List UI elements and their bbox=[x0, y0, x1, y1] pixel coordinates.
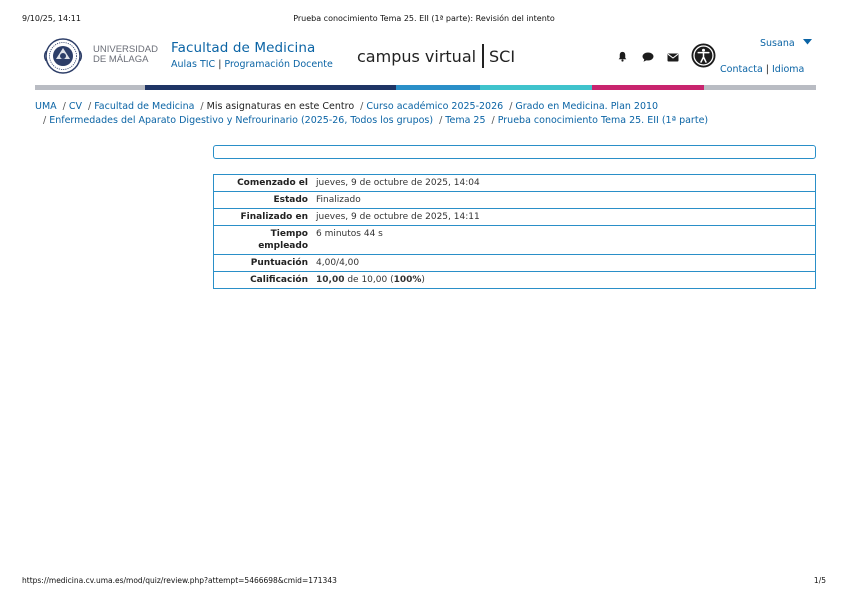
grade-percent: 100% bbox=[393, 275, 422, 285]
campus-virtual-logo[interactable]: campus virtual bbox=[357, 47, 477, 66]
attempt-summary-table bbox=[213, 174, 816, 289]
table-row bbox=[214, 192, 816, 209]
color-bar-segment bbox=[480, 85, 592, 90]
user-menu[interactable] bbox=[760, 38, 812, 49]
bell-icon[interactable] bbox=[617, 51, 628, 62]
breadcrumb-item-cv[interactable]: CV bbox=[68, 101, 82, 112]
print-url: https://medicina.cv.uma.es/mod/quiz/review.php?attempt=5466698&cmid=171343 bbox=[22, 576, 337, 585]
table-row bbox=[214, 175, 816, 192]
breadcrumb-item-uma[interactable]: UMA bbox=[35, 101, 57, 112]
row-label: Comenzado el bbox=[214, 175, 313, 192]
table-row bbox=[214, 272, 816, 289]
programacion-docente-link[interactable]: Programación Docente bbox=[224, 59, 333, 70]
quiz-navigation-box bbox=[213, 145, 816, 159]
faculty-title-link[interactable]: Facultad de Medicina bbox=[171, 40, 316, 56]
accessibility-icon[interactable] bbox=[691, 43, 716, 68]
row-label bbox=[214, 226, 313, 255]
mail-icon[interactable] bbox=[667, 53, 679, 62]
breadcrumb bbox=[35, 101, 658, 112]
color-bar-segment bbox=[592, 85, 704, 90]
aulas-tic-link[interactable]: Aulas TIC bbox=[171, 59, 216, 70]
user-links bbox=[720, 64, 804, 75]
print-page-number: 1/5 bbox=[813, 576, 826, 585]
row-value bbox=[312, 272, 816, 289]
breadcrumb-separator: / bbox=[439, 115, 443, 126]
row-value: Finalizado bbox=[312, 192, 816, 209]
breadcrumb-separator: / bbox=[491, 115, 495, 126]
row-value: jueves, 9 de octubre de 2025, 14:11 bbox=[312, 209, 816, 226]
breadcrumb-separator: / bbox=[360, 101, 364, 112]
caret-down-icon[interactable] bbox=[803, 39, 812, 45]
print-page-title: Prueba conocimiento Tema 25. EII (1ª parte): Revisión del intento bbox=[293, 14, 555, 23]
breadcrumb-item-prueba[interactable]: Prueba conocimiento Tema 25. EII (1ª parte) bbox=[497, 115, 709, 126]
row-label: Estado bbox=[214, 192, 313, 209]
row-label: Calificación bbox=[214, 272, 313, 289]
table-row bbox=[214, 209, 816, 226]
breadcrumb-separator: / bbox=[88, 101, 92, 112]
breadcrumb-item-curso[interactable]: Curso académico 2025-2026 bbox=[366, 101, 504, 112]
color-bar-segment bbox=[396, 85, 480, 90]
university-name bbox=[93, 45, 158, 65]
contacta-link[interactable]: Contacta bbox=[720, 64, 763, 75]
grade-score: 10,00 bbox=[316, 275, 345, 285]
breadcrumb-item-facultad[interactable]: Facultad de Medicina bbox=[94, 101, 195, 112]
university-seal-logo[interactable] bbox=[41, 37, 85, 75]
table-row bbox=[214, 226, 816, 255]
idioma-link[interactable]: Idioma bbox=[772, 64, 805, 75]
row-value: 6 minutos 44 s bbox=[312, 226, 816, 255]
color-bar-segment bbox=[145, 85, 396, 90]
print-date: 9/10/25, 14:11 bbox=[22, 14, 81, 23]
university-name-line2: DE MÁLAGA bbox=[93, 54, 149, 65]
breadcrumb-item-grado[interactable]: Grado en Medicina. Plan 2010 bbox=[515, 101, 659, 112]
table-row bbox=[214, 255, 816, 272]
user-name[interactable]: Susana bbox=[760, 38, 795, 49]
color-bar-segment bbox=[704, 85, 816, 90]
breadcrumb-item-mis-asignaturas: Mis asignaturas en este Centro bbox=[206, 101, 355, 112]
row-value: 4,00/4,00 bbox=[312, 255, 816, 272]
row-label-line: Tiempo bbox=[270, 229, 308, 239]
chat-bubble-icon[interactable] bbox=[642, 52, 654, 62]
campus-logo-divider bbox=[482, 44, 484, 68]
faculty-links bbox=[171, 59, 333, 70]
grade-of: de 10,00 ( bbox=[344, 275, 394, 285]
link-separator: | bbox=[218, 59, 222, 70]
breadcrumb-item-asignatura[interactable]: Enfermedades del Aparato Digestivo y Nefrourinario (2025-26, Todos los grupos) bbox=[49, 115, 434, 126]
breadcrumb-separator: / bbox=[62, 101, 66, 112]
breadcrumb-row-2 bbox=[43, 115, 708, 126]
breadcrumb-separator: / bbox=[200, 101, 204, 112]
university-name-line1: UNIVERSIDAD bbox=[93, 44, 158, 55]
row-label-line: empleado bbox=[258, 241, 308, 251]
row-value: jueves, 9 de octubre de 2025, 14:04 bbox=[312, 175, 816, 192]
breadcrumb-item-tema[interactable]: Tema 25 bbox=[445, 115, 486, 126]
campus-sci-label[interactable]: SCI bbox=[489, 47, 516, 66]
grade-close: ) bbox=[421, 275, 425, 285]
row-label: Puntuación bbox=[214, 255, 313, 272]
link-separator: | bbox=[765, 64, 769, 75]
color-bar-segment bbox=[35, 85, 145, 90]
breadcrumb-separator: / bbox=[509, 101, 513, 112]
row-label: Finalizado en bbox=[214, 209, 313, 226]
breadcrumb-separator: / bbox=[43, 115, 47, 126]
